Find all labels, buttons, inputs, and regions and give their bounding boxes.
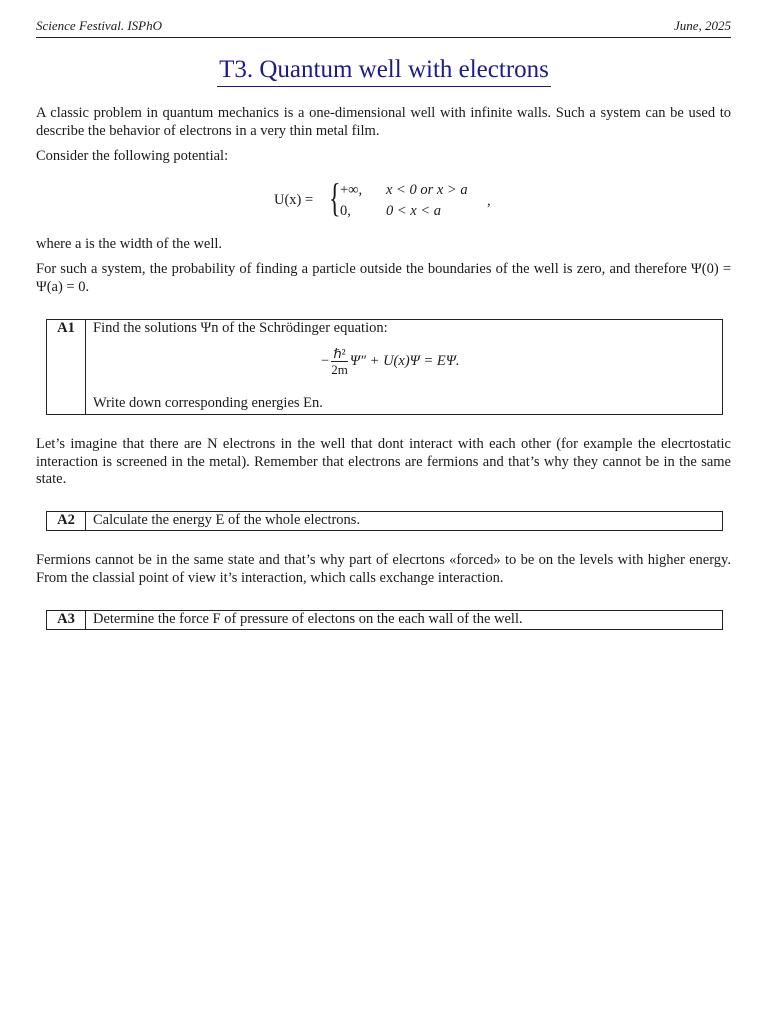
intro-paragraph-2: Consider the following potential: xyxy=(36,148,229,164)
task-a1-text-2: Write down corresponding energies En. xyxy=(93,395,323,411)
intro-paragraph-1: A classic problem in quantum mechanics is a one-dimensional well with infinite walls. Such a system can be used to describe the behavior of electrons in a very thin metal film. xyxy=(36,105,731,139)
header-right: June, 2025 xyxy=(673,18,731,33)
task-box-a3 xyxy=(46,610,723,630)
task-a2-text: Calculate the energy E of the whole electrons. xyxy=(93,512,361,528)
equation-fraction xyxy=(331,346,348,377)
equation-rest: Ψ″ + U(x)Ψ = EΨ. xyxy=(349,352,460,369)
potential-case1-value: +∞, xyxy=(340,182,363,198)
problem-title-text: T3. Quantum well with electrons xyxy=(217,56,551,87)
middle-paragraph-2: Fermions cannot be in the same state and that’s why part of elecrtons «forced» to be on the levels with higher energy. From the classial point of view it’s interaction, which calls exchange interaction. xyxy=(36,552,731,586)
task-label-a3: A3 xyxy=(47,611,86,629)
middle-paragraph-1: Let’s imagine that there are N electrons in the well that dont interact with each other (for example the elecrtostatic interaction is screened in the metal). Remember that electrons are fermions and that’s why they cannot be in the same state. xyxy=(36,436,731,487)
schrodinger-equation xyxy=(321,346,460,377)
intro-paragraph-4: For such a system, the probability of finding a particle outside the boundaries of the well is zero, and therefore Ψ(0) = Ψ(a) = 0. xyxy=(36,261,731,295)
fraction-denominator: 2m xyxy=(331,362,348,377)
intro-paragraph-3: where a is the width of the well. xyxy=(36,236,223,252)
potential-lhs: U(x) = xyxy=(274,192,314,208)
task-label-a2: A2 xyxy=(47,512,86,530)
task-a1-text: Find the solutions Ψn of the Schrödinger equation: xyxy=(93,320,388,336)
fraction-numerator: ℏ² xyxy=(331,346,348,362)
page-header xyxy=(36,17,731,38)
potential-trailing-comma: , xyxy=(487,193,491,209)
potential-case2-value: 0, xyxy=(340,203,351,219)
header-left: Science Festival. ISPhO xyxy=(36,18,162,33)
potential-case1-condition: x < 0 or x > a xyxy=(386,182,468,198)
brace-icon: { xyxy=(329,175,341,220)
potential-case2-condition: 0 < x < a xyxy=(386,203,442,219)
task-label-a1: A1 xyxy=(47,320,86,414)
task-a3-text: Determine the force F of pressure of electons on the each wall of the well. xyxy=(93,611,523,627)
task-box-a1 xyxy=(46,319,723,415)
problem-title xyxy=(0,56,768,87)
task-box-a2 xyxy=(46,511,723,531)
equation-minus: − xyxy=(321,352,330,369)
